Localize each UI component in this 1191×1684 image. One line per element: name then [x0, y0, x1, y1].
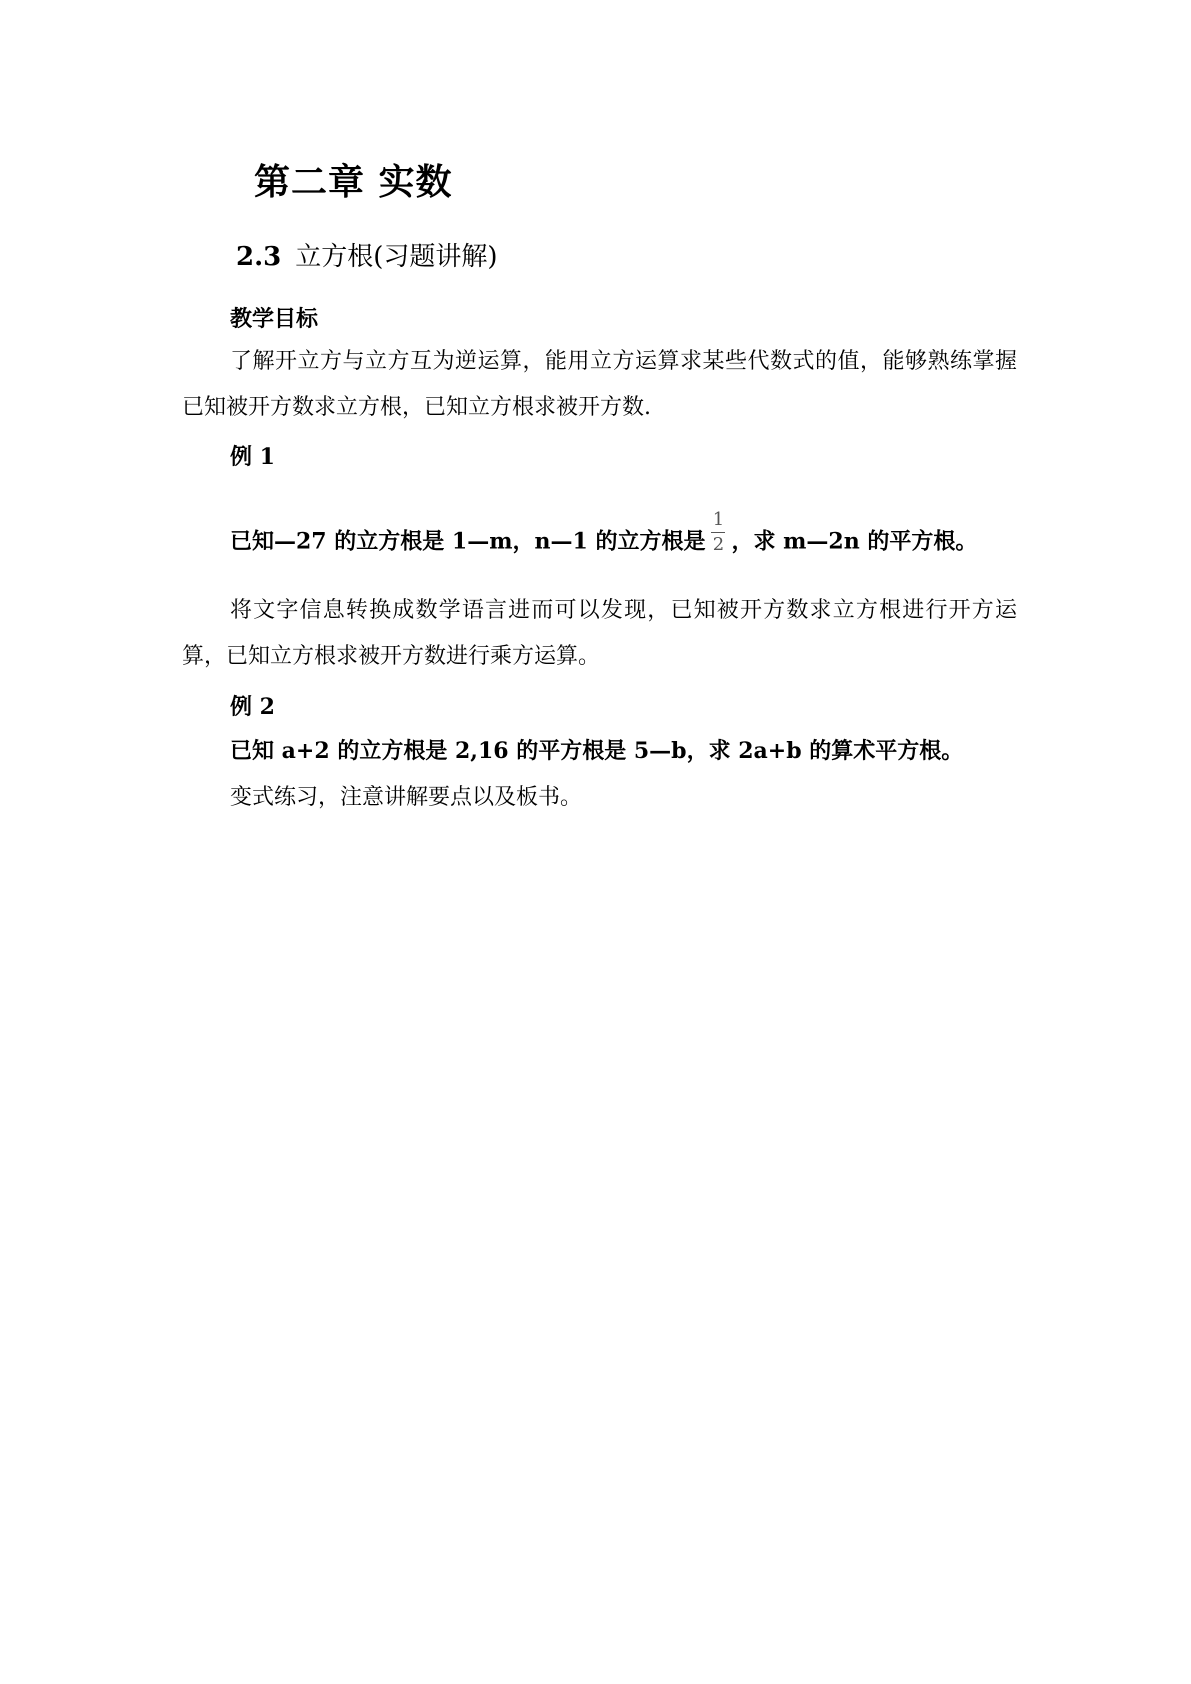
objectives-heading: 教学目标	[230, 306, 319, 332]
example-1-problem	[230, 509, 978, 565]
example-1-explanation: 将文字信息转换成数学语言进而可以发现，已知被开方数求立方根进行开方运算，已知立方根求被开方数进行乘方运算。	[182, 598, 1017, 669]
example-1-heading: 例 1	[230, 444, 275, 470]
fraction-one-half	[711, 510, 725, 555]
section-title	[236, 236, 498, 273]
example-2-note: 变式练习，注意讲解要点以及板书。	[230, 785, 583, 810]
section-number: 2.3	[236, 242, 282, 272]
example-1-problem-part-1: 已知—27 的立方根是 1—m，n—1 的立方根是	[230, 528, 706, 555]
example-1-problem-part-2: ，求 m—2n 的平方根。	[731, 528, 978, 555]
example-2-heading: 例 2	[230, 694, 275, 720]
example-2-problem: 已知 a+2 的立方根是 2,16 的平方根是 5—b，求 2a+b 的算术平方根。	[230, 738, 964, 764]
fraction-denominator: 2	[712, 534, 725, 555]
objectives-text: 了解开立方与立方互为逆运算，能用立方运算求某些代数式的值，能够熟练掌握已知被开方数求立方根，已知立方根求被开方数.	[182, 349, 1017, 420]
chapter-title: 第二章 实数	[254, 162, 453, 203]
fraction-bar	[711, 532, 725, 533]
fraction-numerator: 1	[712, 509, 725, 530]
section-name: 立方根(习题讲解)	[295, 242, 498, 272]
